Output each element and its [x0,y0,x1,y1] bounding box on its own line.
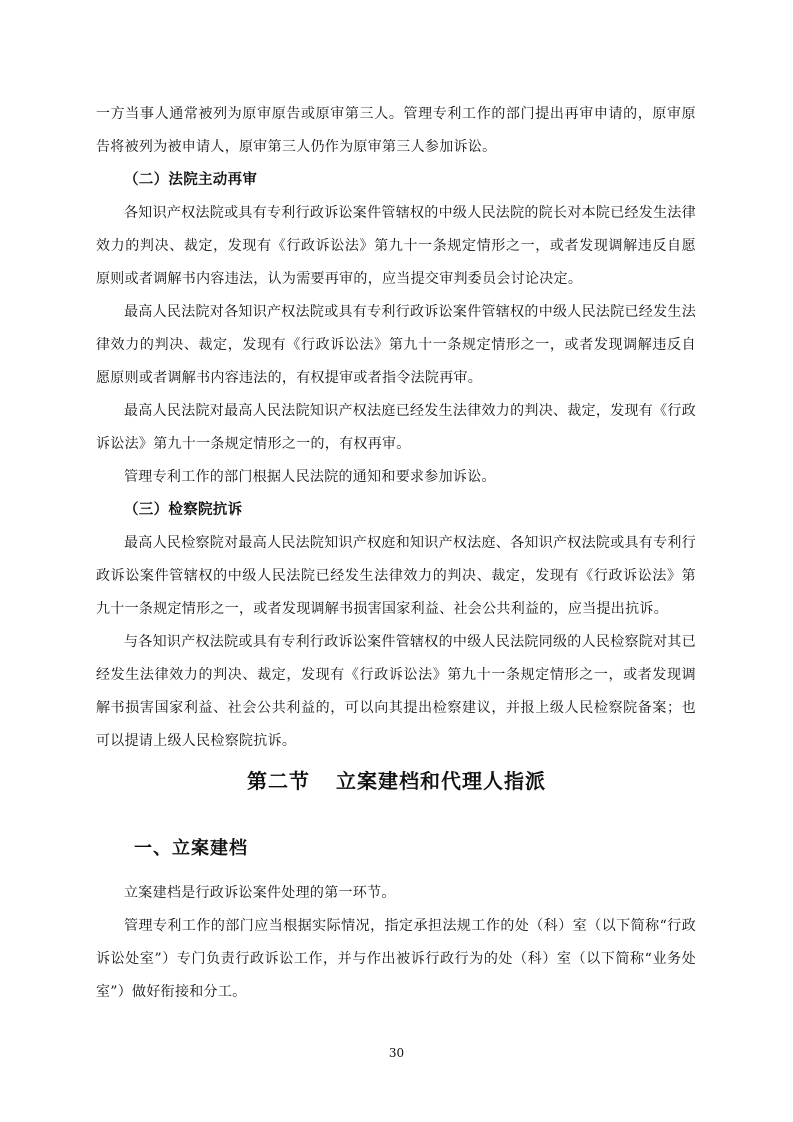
paragraph: 最高人民法院对最高人民法院知识产权法庭已经发生法律效力的判决、裁定，发现有《行政诉讼法》第九十一条规定情形之一的，有权再审。 [96,403,696,452]
section-number: 第二节 [247,769,310,793]
page-number: 30 [388,1046,405,1060]
body-text-upper [96,98,696,758]
section-title [0,765,793,794]
paragraph: 最高人民法院对各知识产权法院或具有专利行政诉讼案件管辖权的中级人民法院已经发生法律效力的判决、裁定，发现有《行政诉讼法》第九十一条规定情形之一，或者发现调解违反自愿原则或者调解书内容违法的，有权提审或者指令法院再审。 [96,304,696,386]
paragraph: 与各知识产权法院或具有专利行政诉讼案件管辖权的中级人民法院同级的人民检察院对其已经发生法律效力的判决、裁定，发现有《行政诉讼法》第九十一条规定情形之一，或者发现调解书损害国家利益、社会公共利益的，可以向其提出检察建议，并报上级人民检察院备案；也可以提请上级人民检察院抗诉。 [96,634,696,749]
paragraph: 最高人民检察院对最高人民法院知识产权庭和知识产权法庭、各知识产权法院或具有专利行政诉讼案件管辖权的中级人民法院已经发生法律效力的判决、裁定，发现有《行政诉讼法》第九十一条规定情形之一，或者发现调解书损害国家利益、社会公共利益的，应当提出抗诉。 [96,535,696,617]
paragraph: 管理专利工作的部门根据人民法院的通知和要求参加诉讼。 [124,469,496,485]
paragraph: 管理专利工作的部门应当根据实际情况，指定承担法规工作的处（科）室（以下简称“行政诉讼处室”）专门负责行政诉讼工作，并与作出被诉行政行为的处（科）室（以下简称“业务处室”）做好衔接和分工。 [96,918,696,1000]
heading-level-1: 一、立案建档 [134,838,248,859]
subsection-heading: （三）检察院抗诉 [124,502,243,518]
body-text-lower [96,877,696,1009]
subsection-heading: （二）法院主动再审 [124,172,258,188]
paragraph: 立案建档是行政诉讼案件处理的第一环节。 [124,885,396,901]
paragraph: 各知识产权法院或具有专利行政诉讼案件管辖权的中级人民法院的院长对本院已经发生法律效力的判决、裁定，发现有《行政诉讼法》第九十一条规定情形之一，或者发现调解违反自愿原则或者调解书内容违法，认为需要再审的，应当提交审判委员会讨论决定。 [96,205,696,287]
section-name: 立案建档和代理人指派 [336,769,546,793]
paragraph: 一方当事人通常被列为原审原告或原审第三人。管理专利工作的部门提出再审申请的，原审原告将被列为被申请人，原审第三人仍作为原审第三人参加诉讼。 [96,106,696,155]
